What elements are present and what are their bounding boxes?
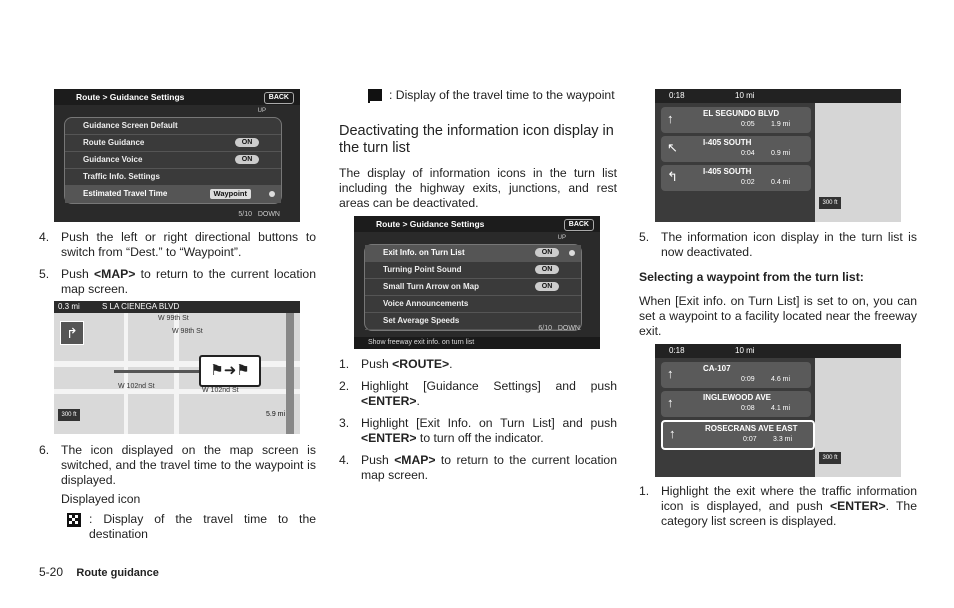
scale-box: 300 ft	[819, 197, 841, 209]
settings-list	[64, 117, 282, 204]
menu-row: Set Average Speeds	[365, 313, 581, 330]
total-distance: 10 mi	[735, 346, 755, 355]
page-indicator: 5/10 DOWN	[238, 211, 280, 218]
guidance-settings-screen-2	[354, 216, 600, 349]
total-distance: 10 mi	[735, 91, 755, 100]
menu-row-selected: Estimated Travel Time Waypoint	[65, 186, 281, 203]
screen-title-bar	[54, 89, 300, 105]
selection-dot-icon	[269, 191, 275, 197]
map-top-bar: 0.3 mi S LA CIENEGA BLVD	[54, 301, 300, 313]
travel-time-readout: 5.9 mi	[266, 411, 286, 418]
menu-row: Route Guidance ON	[65, 135, 281, 152]
guidance-settings-screen-1	[54, 89, 300, 222]
scale-box: 300 ft	[58, 409, 80, 421]
on-indicator: ON	[535, 282, 559, 291]
turn-arrow-icon: ↱	[60, 321, 84, 345]
menu-row: Guidance Screen Default	[65, 118, 281, 135]
sub-heading: Selecting a waypoint from the turn list:	[639, 270, 864, 284]
waypoint-paragraph: When [Exit info. on Turn List] is set to on, you can set a waypoint to a facility located near the freeway exit.	[639, 294, 917, 338]
screen-title: Route > Guidance Settings	[376, 219, 485, 229]
section-heading: Deactivating the information icon display in the turn list	[339, 123, 614, 156]
total-time: 0:18	[669, 346, 685, 355]
turn-list-screen-2	[655, 344, 901, 477]
menu-row: Small Turn Arrow on Map ON	[365, 279, 581, 296]
menu-row: Voice Announcements	[365, 296, 581, 313]
hint-bar: Show freeway exit info. on turn list	[354, 337, 600, 349]
displayed-icon-label: Displayed icon	[61, 492, 141, 506]
back-button: BACK	[564, 219, 594, 231]
on-indicator: ON	[535, 265, 559, 274]
on-indicator: ON	[235, 155, 259, 164]
menu-row-selected: Exit Info. on Turn List ON	[365, 245, 581, 262]
section-name: Route guidance	[76, 567, 159, 579]
screen-title-bar	[354, 216, 600, 232]
selection-dot-icon	[569, 250, 575, 256]
intro-paragraph: The display of information icons in the turn list including the highway exits, junctions, and rest areas can be deactivated.	[339, 166, 617, 210]
waypoint-flag-icon	[368, 89, 382, 103]
destination-icon-desc: : Display of the travel time to the destination	[89, 512, 316, 541]
up-label: UP	[557, 235, 566, 241]
turn-list-row: ↑ EL SEGUNDO BLVD 0:05 1.9 mi	[661, 107, 811, 133]
waypoint-value: Waypoint	[210, 189, 251, 199]
on-indicator: ON	[535, 248, 559, 257]
waypoint-icon-desc: : Display of the travel time to the waypoint	[389, 88, 615, 102]
total-time: 0:18	[669, 91, 685, 100]
map-screen: 0.3 mi S LA CIENEGA BLVD W 99th St W 98th St W 102nd St W 102nd St ↱ ⚑➜⚑ 300 ft 5.9 mi	[54, 301, 300, 434]
settings-list	[364, 244, 582, 331]
turn-list-screen-1	[655, 89, 901, 222]
on-indicator: ON	[235, 138, 259, 147]
turn-list-row: ↑ CA-107 0:09 4.6 mi	[661, 362, 811, 388]
page-number: 5-20	[39, 565, 64, 579]
turn-list-row: ↰ I-405 SOUTH 0:02 0.4 mi	[661, 165, 811, 191]
waypoint-flag-callout: ⚑➜⚑	[199, 355, 261, 387]
menu-row: Traffic Info. Settings	[65, 169, 281, 186]
scale-box: 300 ft	[819, 452, 841, 464]
back-button: BACK	[264, 92, 294, 104]
menu-row: Guidance Voice ON	[65, 152, 281, 169]
footer	[39, 565, 159, 579]
page-indicator: 6/10 DOWN	[538, 325, 580, 332]
turn-list-row-selected: ↑ ROSECRANS AVE EAST 0:07 3.3 mi	[661, 420, 815, 450]
menu-row: Turning Point Sound ON	[365, 262, 581, 279]
screen-title: Route > Guidance Settings	[76, 92, 185, 102]
turn-list-row: ↖ I-405 SOUTH 0:04 0.9 mi	[661, 136, 811, 162]
turn-list-row: ↑ INGLEWOOD AVE 0:08 4.1 mi	[661, 391, 811, 417]
checkered-flag-icon	[67, 513, 81, 527]
up-label: UP	[257, 108, 266, 114]
